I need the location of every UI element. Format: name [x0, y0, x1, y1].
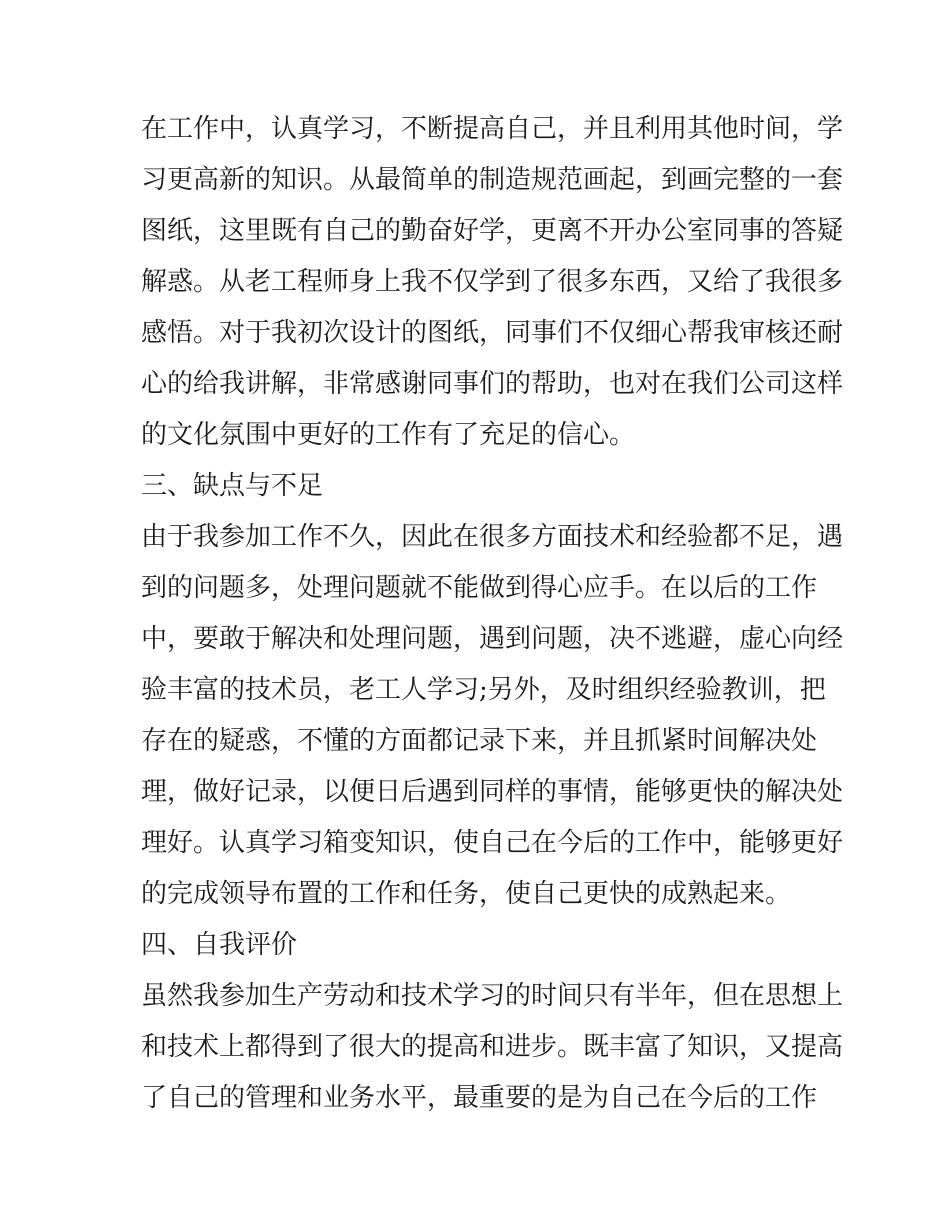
body-line: 图纸，这里既有自己的勤奋好学，更离不开办公室同事的答疑 — [141, 216, 844, 246]
body-line: 和技术上都得到了很大的提高和进步。既丰富了知识，又提高 — [141, 1032, 844, 1062]
body-line: 了自己的管理和业务水平，最重要的是为自己在今后的工作 — [141, 1083, 818, 1113]
document-body — [141, 104, 844, 1124]
body-line: 验丰富的技术员，老工人学习;另外，及时组织经验教训，把 — [141, 675, 826, 705]
body-line: 中，要敢于解决和处理问题，遇到问题，决不逃避，虚心向经 — [141, 624, 844, 654]
body-line: 感悟。对于我初次设计的图纸，同事们不仅细心帮我审核还耐 — [141, 318, 844, 348]
section-heading-self-evaluation: 四、自我评价 — [141, 930, 298, 960]
body-line: 习更高新的知识。从最简单的制造规范画起，到画完整的一套 — [141, 165, 844, 195]
body-line: 理好。认真学习箱变知识，使自己在今后的工作中，能够更好 — [141, 828, 844, 858]
body-line: 理，做好记录，以便日后遇到同样的事情，能够更快的解决处 — [141, 777, 844, 807]
section-heading-shortcomings: 三、缺点与不足 — [141, 471, 324, 501]
body-line: 解惑。从老工程师身上我不仅学到了很多东西，又给了我很多 — [141, 267, 844, 297]
body-line: 存在的疑惑，不懂的方面都记录下来，并且抓紧时间解决处 — [141, 726, 818, 756]
body-line: 在工作中，认真学习，不断提高自己，并且利用其他时间，学 — [141, 114, 844, 144]
body-line: 到的问题多，处理问题就不能做到得心应手。在以后的工作 — [141, 573, 818, 603]
body-line: 的完成领导布置的工作和任务，使自己更快的成熟起来。 — [141, 879, 792, 909]
body-line: 虽然我参加生产劳动和技术学习的时间只有半年，但在思想上 — [141, 981, 844, 1011]
body-line: 由于我参加工作不久，因此在很多方面技术和经验都不足，遇 — [141, 522, 844, 552]
body-line: 的文化氛围中更好的工作有了充足的信心。 — [141, 420, 636, 450]
body-line: 心的给我讲解，非常感谢同事们的帮助，也对在我们公司这样 — [141, 369, 844, 399]
